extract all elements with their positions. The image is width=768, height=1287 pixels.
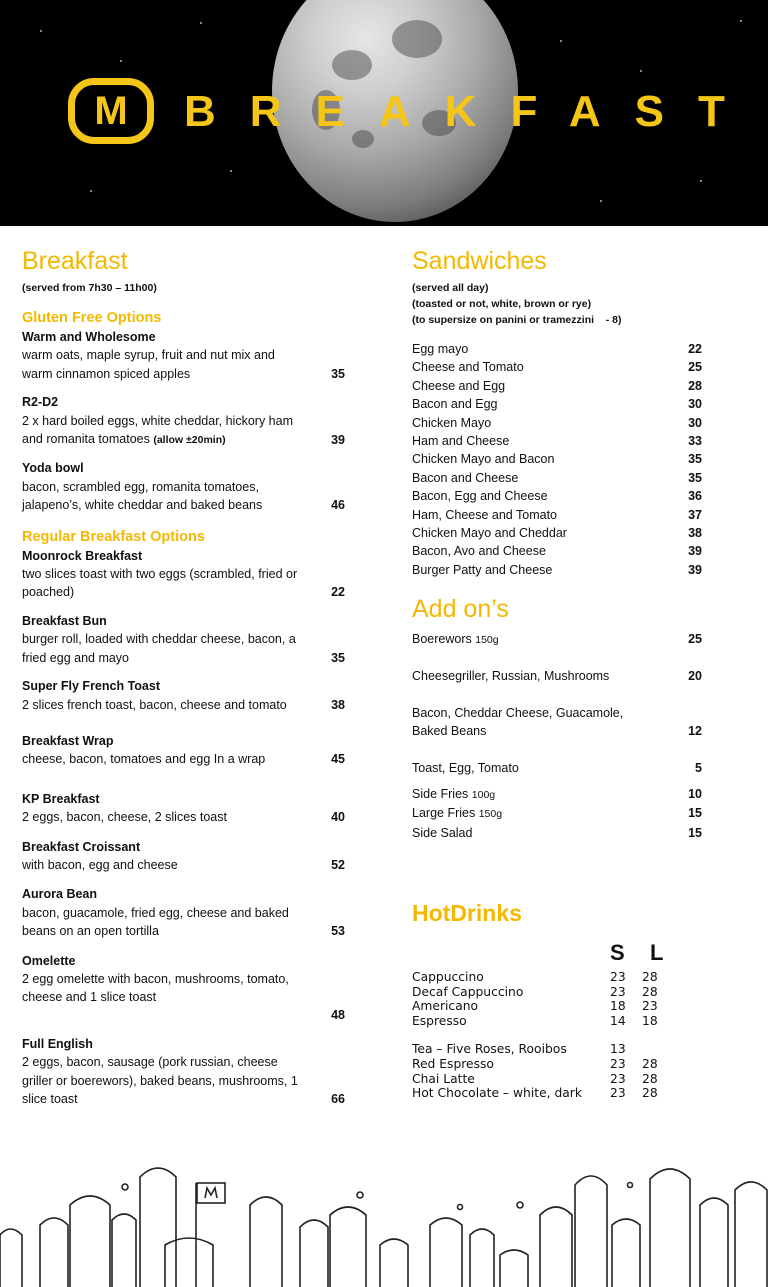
list-item (412, 824, 702, 842)
breakfast-served: (served from 7h30 – 11h00) (22, 282, 157, 294)
item-name: Boerewors (412, 632, 472, 646)
item-name: Ham, Cheese and Tomato (412, 507, 557, 522)
list-item (412, 542, 702, 560)
menu-item-name: Aurora Bean (22, 887, 98, 902)
drink-price-small: 18 (610, 999, 626, 1014)
item-price: 20 (688, 669, 702, 684)
item-name: Bacon, Avo and Cheese (412, 544, 546, 559)
menu-item-price: 52 (331, 857, 345, 872)
item-price: 33 (688, 434, 702, 449)
regular-options-title: Regular Breakfast Options (22, 528, 205, 545)
addons-title: Add on’s (412, 595, 509, 623)
item-name: Toast, Egg, Tomato (412, 760, 519, 775)
item-price: 28 (688, 378, 702, 393)
menu-item-name: Full English (22, 1036, 93, 1051)
menu-item-desc: warm oats, maple syrup, fruit and nut mix and warm cinnamon spiced apples (22, 348, 275, 381)
menu-item-name: Moonrock Breakfast (22, 548, 143, 563)
list-item (412, 704, 702, 741)
item-price: 35 (688, 470, 702, 485)
drink-name: Chai Latte (412, 1071, 475, 1086)
menu-item-name: Warm and Wholesome (22, 330, 156, 344)
list-item (412, 667, 702, 685)
list-item (412, 414, 702, 432)
menu-item-price: 66 (331, 1092, 345, 1106)
menu-item (22, 328, 345, 383)
table-row (412, 1014, 672, 1029)
drink-price-small: 13 (610, 1042, 626, 1057)
drink-name: Decaf Cappuccino (412, 984, 524, 999)
drink-price-small: 23 (610, 1086, 626, 1101)
item-unit: 150g (475, 634, 499, 646)
size-small-label: S (610, 940, 625, 965)
item-price: 38 (688, 526, 702, 541)
item-name: Egg mayo (412, 342, 469, 356)
menu-item (22, 547, 345, 602)
breakfast-section (22, 246, 345, 1108)
hotdrinks-table (412, 940, 672, 1101)
list-item (412, 487, 702, 505)
list-item (412, 432, 702, 450)
table-row (412, 1057, 672, 1072)
sandwiches-list (412, 340, 702, 579)
item-name: Side Salad (412, 825, 473, 840)
breakfast-title: Breakfast (22, 247, 128, 275)
logo-letter: M (94, 89, 128, 133)
table-row (412, 1072, 672, 1087)
item-name: Cheese and Tomato (412, 360, 524, 375)
drink-price-large: 23 (642, 999, 658, 1014)
menu-item-price: 48 (331, 1008, 345, 1023)
drink-price-small: 23 (610, 970, 626, 984)
list-item (412, 506, 702, 524)
menu-item-name: Omelette (22, 953, 76, 968)
menu-item (22, 732, 345, 769)
item-price: 25 (688, 360, 702, 375)
menu-item-desc: 2 slices french toast, bacon, cheese and tomato (22, 697, 287, 712)
menu-item-desc: 2 eggs, bacon, cheese, 2 slices toast (22, 810, 227, 825)
item-price: 30 (688, 397, 702, 412)
drink-price-large: 28 (642, 1056, 658, 1071)
item-name: Bacon, Egg and Cheese (412, 489, 548, 504)
menu-item (22, 952, 345, 1023)
drink-price-large: 28 (642, 984, 658, 999)
header-banner (0, 0, 768, 226)
item-price: 25 (688, 632, 702, 646)
item-price: 37 (688, 507, 702, 522)
menu-item-price: 46 (331, 498, 345, 513)
menu-item (22, 612, 345, 667)
menu-item-name: Breakfast Wrap (22, 733, 114, 748)
menu-item-price: 40 (331, 810, 345, 825)
hotdrinks-header (412, 940, 672, 966)
drink-price-large: 28 (642, 1086, 658, 1101)
item-unit: 100g (471, 789, 496, 802)
list-item (412, 377, 702, 395)
list-item (412, 785, 702, 804)
table-row (412, 999, 672, 1014)
menu-item-desc: two slices toast with two eggs (scrambled, fried or poached) (22, 567, 298, 600)
drink-name: Espresso (412, 1013, 467, 1028)
menu-item-name: R2-D2 (22, 395, 59, 410)
menu-item-desc: with bacon, egg and cheese (22, 857, 178, 872)
item-name: Chicken Mayo and Cheddar (412, 526, 567, 541)
drink-price-small: 23 (610, 984, 626, 999)
item-name: Bacon and Egg (412, 397, 498, 412)
list-item (412, 358, 702, 376)
table-row (412, 1086, 672, 1101)
item-name: Cheesegriller, Russian, Mushrooms (412, 669, 610, 684)
menu-item (22, 393, 345, 449)
item-name: Side Fries (412, 787, 469, 802)
menu-item-price: 38 (331, 697, 345, 712)
menu-item (22, 459, 345, 514)
menu-item-name: Yoda bowl (22, 461, 84, 476)
drink-price-large (642, 1042, 672, 1057)
addons-section (412, 594, 702, 842)
drink-price-large: 28 (642, 1071, 658, 1086)
table-row (412, 985, 672, 1000)
table-row (412, 970, 672, 985)
menu-item (22, 885, 345, 940)
sandwiches-note: (to supersize on panini or tramezzini - 8) (412, 314, 622, 326)
sandwiches-note: (served all day) (412, 282, 489, 294)
sandwiches-title: Sandwiches (412, 247, 547, 275)
item-price: 5 (695, 760, 702, 775)
drink-price-small: 23 (610, 1071, 626, 1086)
menu-item-price: 35 (331, 366, 345, 381)
menu-item (22, 677, 345, 714)
menu-item (22, 790, 345, 827)
hotdrinks-title: HotDrinks (412, 900, 522, 926)
sandwiches-note: (toasted or not, white, brown or rye) (412, 298, 592, 310)
item-price: 22 (688, 342, 702, 356)
item-name: Chicken Mayo (412, 415, 492, 430)
drink-name: Cappuccino (412, 970, 484, 984)
list-item (412, 804, 702, 823)
logo-badge (68, 78, 154, 144)
drink-price-large: 18 (642, 1013, 658, 1028)
item-name: Burger Patty and Cheese (412, 562, 553, 577)
menu-item-desc: bacon, scrambled egg, romanita tomatoes, jalapeno’s, white cheddar and baked beans (22, 479, 263, 513)
menu-item-name: KP Breakfast (22, 791, 100, 806)
item-name: Cheese and Egg (412, 378, 506, 393)
moonscape-illustration (0, 1165, 768, 1287)
item-price: 39 (688, 562, 702, 577)
item-price: 35 (688, 452, 702, 467)
item-price: 10 (688, 787, 702, 802)
gluten-free-title: Gluten Free Options (22, 310, 162, 326)
menu-item-desc: burger roll, loaded with cheddar cheese, bacon, a fried egg and mayo (22, 632, 296, 665)
item-name: Ham and Cheese (412, 434, 510, 449)
item-name: Large Fries (412, 806, 476, 821)
list-item (412, 395, 702, 413)
menu-item-desc: bacon, guacamole, fried egg, cheese and baked beans on an open tortilla (22, 905, 289, 939)
table-row (412, 1042, 672, 1057)
list-item (412, 340, 702, 358)
drink-name: Red Espresso (412, 1056, 494, 1071)
menu-item-desc: 2 x hard boiled eggs, white cheddar, hickory ham and romanita tomatoes (22, 413, 293, 447)
item-price: 12 (688, 724, 702, 739)
drink-price-small: 23 (610, 1056, 626, 1071)
drink-name: Americano (412, 999, 479, 1014)
menu-item-price: 39 (331, 433, 345, 448)
list-item (412, 469, 702, 487)
size-large-label: L (650, 940, 664, 965)
menu-item-desc: 2 egg omelette with bacon, mushrooms, tomato, cheese and 1 slice toast (22, 971, 289, 1005)
list-item (412, 524, 702, 542)
item-name: Chicken Mayo and Bacon (412, 452, 555, 467)
menu-item-note: (allow ±20min) (153, 434, 226, 447)
list-item (412, 561, 702, 579)
item-price: 15 (688, 825, 702, 840)
drink-price-small: 14 (610, 1013, 626, 1028)
menu-item-price: 35 (331, 650, 345, 665)
item-price: 39 (688, 544, 702, 559)
menu-item-price: 53 (331, 924, 345, 939)
menu-item-name: Breakfast Bun (22, 613, 107, 628)
menu-item-name: Super Fly French Toast (22, 679, 160, 694)
sandwiches-section (412, 246, 702, 579)
item-name: Bacon, Cheddar Cheese, Guacamole, Baked Beans (412, 705, 624, 739)
item-name: Bacon and Cheese (412, 470, 519, 485)
menu-item (22, 1035, 345, 1109)
list-item (412, 630, 702, 649)
item-price: 36 (688, 489, 702, 504)
page-title: BREAKFAST (184, 87, 759, 136)
menu-item-name: Breakfast Croissant (22, 839, 141, 854)
menu-item-price: 22 (331, 585, 345, 600)
list-item (412, 450, 702, 468)
drink-name: Hot Chocolate – white, dark (412, 1086, 582, 1101)
item-price: 30 (688, 415, 702, 430)
menu-item-price: 45 (331, 752, 345, 767)
item-unit: 150g (478, 808, 503, 821)
menu-item (22, 838, 345, 875)
item-price: 15 (688, 806, 702, 821)
menu-item-desc: cheese, bacon, tomatoes and egg In a wrap (22, 752, 266, 767)
menu-item-desc: 2 eggs, bacon, sausage (pork russian, cheese griller or boerewors), baked beans, mushrooms, 1 slice toast (22, 1055, 298, 1106)
list-item (412, 759, 702, 777)
drink-price-large: 28 (642, 970, 658, 984)
drink-name: Tea – Five Roses, Rooibos (412, 1042, 567, 1057)
